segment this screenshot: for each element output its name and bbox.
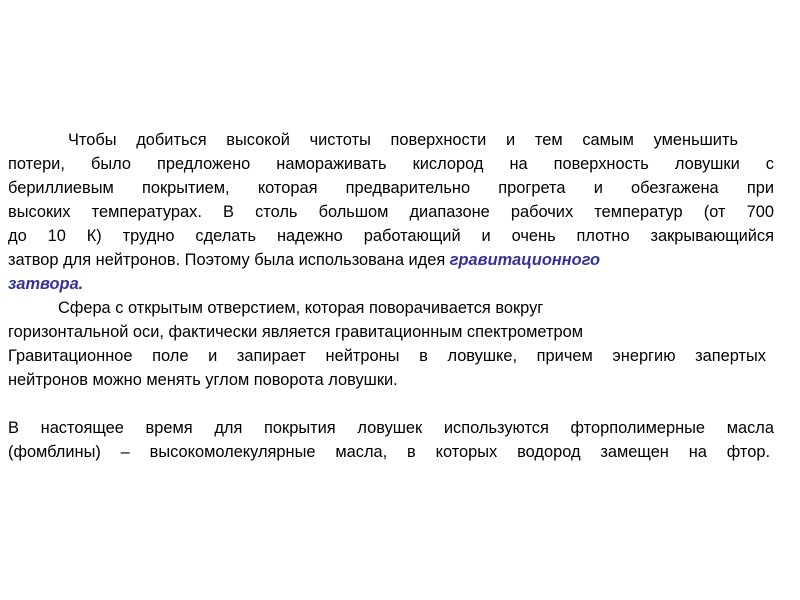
paragraph-1-line-6	[8, 248, 788, 272]
paragraph-2-line-3: Гравитационное поле и запирает нейтроны в ловушке, причем энергию запертых	[8, 347, 766, 365]
paragraph-1-line-4: высоких температурах. В столь большом диапазоне рабочих температур (от 700	[8, 203, 774, 221]
paragraph-1-line-5: до 10 К) трудно сделать надежно работающий и очень плотно закрывающийся	[8, 227, 774, 245]
emphasis-shutter: затвора.	[8, 275, 84, 293]
paragraph-2-line-1: Сфера с открытым отверстием, которая поворачивается вокруг	[58, 299, 544, 317]
paragraph-1-line-6-text: затвор для нейтронов. Поэтому была использована идея	[8, 251, 446, 269]
paragraph-1-line-7	[8, 272, 774, 296]
paragraph-2-line-4: нейтронов можно менять углом поворота ловушки.	[8, 371, 398, 389]
paragraph-2-line-2: горизонтальной оси, фактически является гравитационным спектрометром	[8, 323, 584, 341]
paragraph-1-line-1: Чтобы добиться высокой чистоты поверхности и тем самым уменьшить	[68, 131, 738, 149]
paragraph-3-line-1: В настоящее время для покрытия ловушек используются фторполимерные масла	[8, 419, 774, 437]
paragraph-1-line-2: потери, было предложено намораживать кислород на поверхность ловушки с	[8, 155, 774, 173]
paragraph-3-line-2: (фомблины) – высокомолекулярные масла, в которых водород замещен на фтор.	[8, 443, 770, 461]
emphasis-gravitational: гравитационного	[449, 251, 601, 269]
paragraph-1-line-3: бериллиевым покрытием, которая предварительно прогрета и обезгажена при	[8, 179, 774, 197]
